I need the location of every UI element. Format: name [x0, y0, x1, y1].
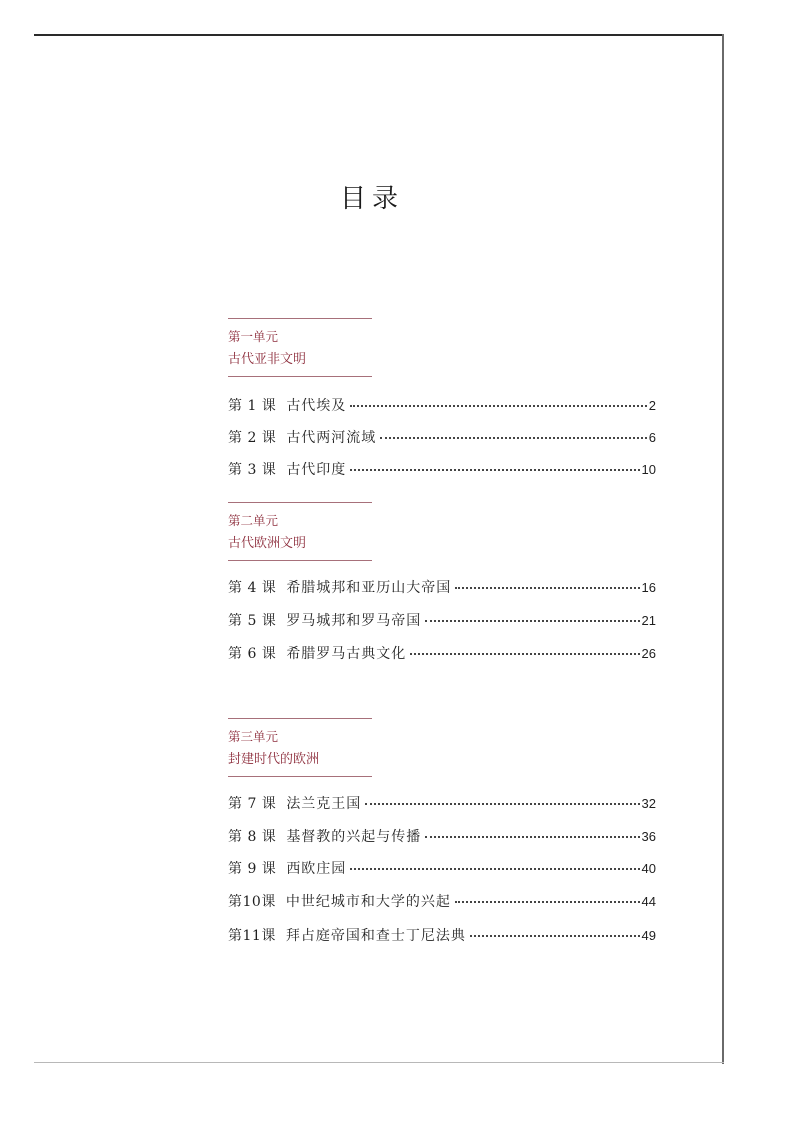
- page-number: 10: [641, 462, 656, 477]
- lesson-number: 第 9 课: [228, 861, 277, 877]
- unit-name: 封建时代的欧洲: [228, 752, 320, 767]
- dot-leader: [350, 468, 639, 471]
- dot-leader: [380, 436, 646, 439]
- toc-entry-lesson-1[interactable]: [228, 396, 656, 416]
- unit-name: 古代欧洲文明: [228, 536, 307, 551]
- page-number: 40: [641, 861, 656, 876]
- unit-rule-bottom: [228, 560, 372, 561]
- dot-leader: [350, 404, 646, 407]
- unit-rule-top: [228, 318, 372, 319]
- unit-rule-top: [228, 502, 372, 503]
- lesson-number: 第 2 课: [228, 430, 277, 446]
- page-number: 44: [641, 894, 656, 909]
- lesson-number: 第 8 课: [228, 829, 277, 845]
- scan-border-bottom: [34, 1062, 724, 1063]
- unit-header-1: [228, 318, 372, 377]
- lesson-number: 第 6 课: [228, 646, 277, 662]
- dot-leader: [410, 652, 639, 655]
- dot-leader: [425, 835, 639, 838]
- lesson-number: 第10课: [228, 894, 276, 910]
- page-number: 2: [648, 398, 656, 413]
- dot-leader: [365, 802, 639, 805]
- lesson-title: 古代印度: [286, 462, 347, 478]
- page-number: 32: [641, 796, 656, 811]
- toc-entry-lesson-10[interactable]: [228, 892, 656, 912]
- unit-name: 古代亚非文明: [228, 352, 307, 367]
- lesson-number: 第 3 课: [228, 462, 277, 478]
- toc-entry-lesson-8[interactable]: [228, 827, 656, 847]
- toc-entry-lesson-9[interactable]: [228, 859, 656, 879]
- lesson-title: 西欧庄园: [286, 861, 347, 877]
- page-title: 目录: [339, 184, 404, 214]
- lesson-title: 古代两河流域: [286, 430, 377, 446]
- lesson-number: 第11课: [228, 928, 276, 944]
- lesson-title: 希腊城邦和亚历山大帝国: [286, 580, 452, 596]
- lesson-number: 第 4 课: [228, 580, 277, 596]
- toc-entry-lesson-5[interactable]: [228, 611, 656, 631]
- toc-entry-lesson-3[interactable]: [228, 460, 656, 480]
- page-number: 16: [641, 580, 656, 595]
- unit-rule-bottom: [228, 776, 372, 777]
- toc-entry-lesson-4[interactable]: [228, 578, 656, 598]
- lesson-title: 中世纪城市和大学的兴起: [285, 894, 451, 910]
- unit-rule-top: [228, 718, 372, 719]
- lesson-title: 法兰克王国: [286, 796, 362, 812]
- scan-border-top: [34, 34, 724, 36]
- unit-header-3: [228, 718, 372, 777]
- dot-leader: [350, 867, 639, 870]
- lesson-title: 拜占庭帝国和查士丁尼法典: [285, 928, 466, 944]
- lesson-title: 罗马城邦和罗马帝国: [286, 613, 422, 629]
- unit-header-2: [228, 502, 372, 561]
- lesson-number: 第 1 课: [228, 398, 277, 414]
- page-number: 49: [641, 928, 656, 943]
- dot-leader: [470, 934, 640, 937]
- page-number: 6: [648, 430, 656, 445]
- toc-entry-lesson-11[interactable]: [228, 926, 656, 946]
- page-number: 26: [641, 646, 656, 661]
- toc-entry-lesson-6[interactable]: [228, 644, 656, 664]
- unit-number: 第二单元: [228, 513, 279, 528]
- page-number: 36: [641, 829, 656, 844]
- dot-leader: [425, 619, 639, 622]
- unit-number: 第三单元: [228, 729, 279, 744]
- toc-entry-lesson-2[interactable]: [228, 428, 656, 448]
- dot-leader: [455, 900, 640, 903]
- dot-leader: [455, 586, 639, 589]
- unit-number: 第一单元: [228, 329, 279, 344]
- lesson-number: 第 5 课: [228, 613, 277, 629]
- toc-entry-lesson-7[interactable]: [228, 794, 656, 814]
- unit-rule-bottom: [228, 376, 372, 377]
- page-number: 21: [641, 613, 656, 628]
- lesson-number: 第 7 课: [228, 796, 277, 812]
- lesson-title: 基督教的兴起与传播: [286, 829, 422, 845]
- lesson-title: 古代埃及: [286, 398, 347, 414]
- lesson-title: 希腊罗马古典文化: [286, 646, 407, 662]
